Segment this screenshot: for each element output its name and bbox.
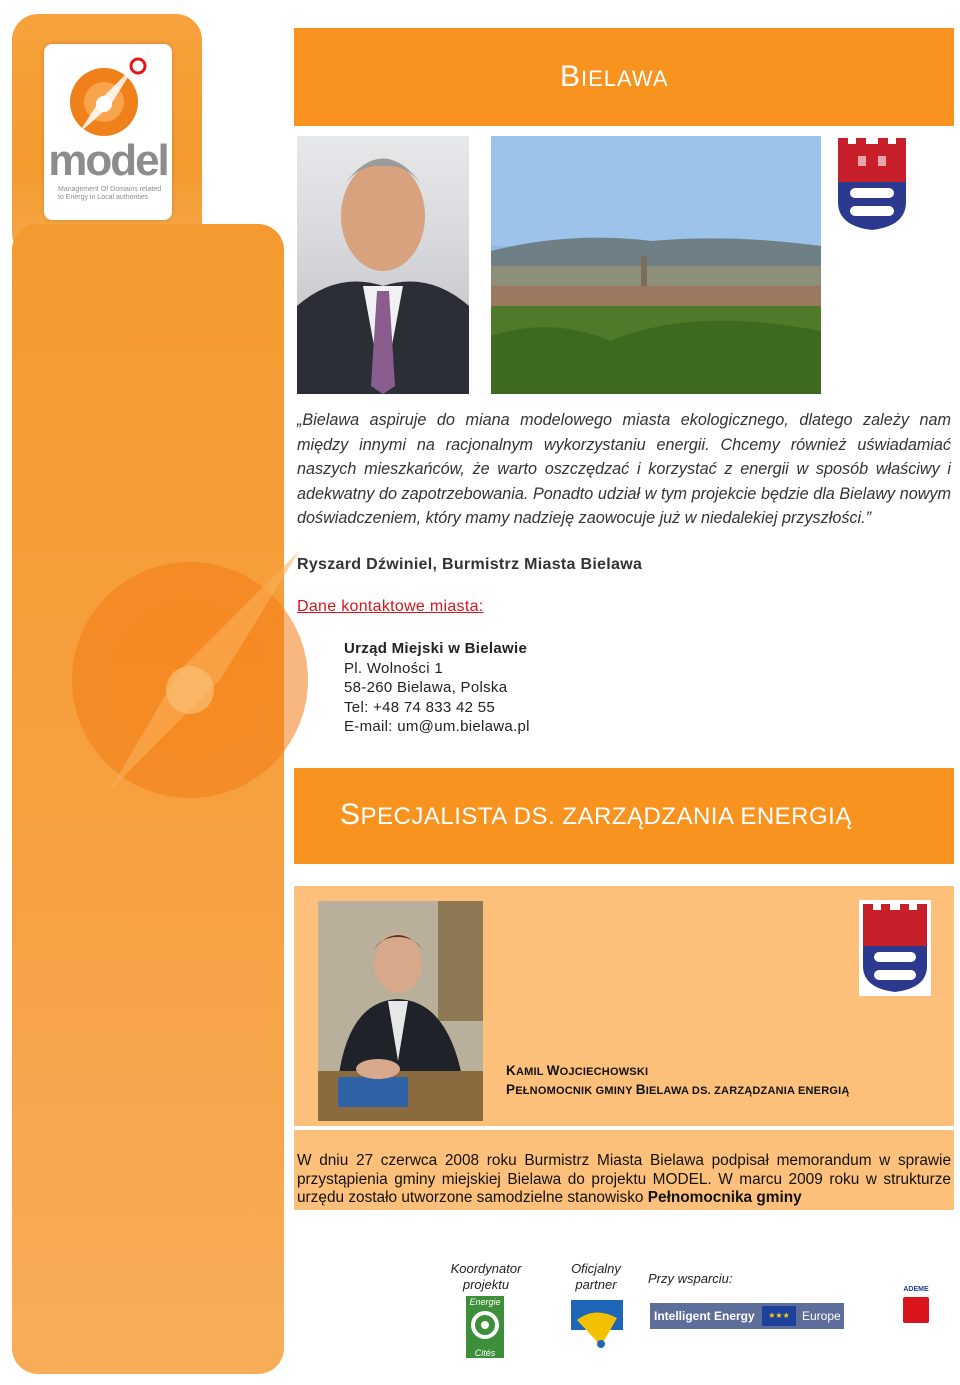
specialist-role: PEŁNOMOCNIK GMINY BIELAWA DS. ZARZĄDZANIA ENERGIĄ xyxy=(506,1082,850,1097)
official-partner-logo xyxy=(571,1300,623,1352)
logo-subtitle: Management Of Domains related to Energy in Local authorities xyxy=(58,186,162,201)
ademe-text: ADEME xyxy=(903,1286,929,1293)
coordinator-label: Koordynator projektu xyxy=(450,1261,522,1292)
compass-decoration-icon xyxy=(70,540,330,800)
bielawa-coat-of-arms-icon xyxy=(836,136,908,232)
mayor-photo xyxy=(297,136,469,394)
mayor-quote: „Bielawa aspiruje do miana modelowego miasta ekologicznego, dlatego zależy nam między innymi na racjonalnym wykorzystaniu energii. Chcemy również uświadamiać naszych mieszkańców, że warto oszczędzać i korzystać z energii w sposób właściwy i adekwatny do zapotrzebowania. Ponadto udział w tym projekcie będzie dla Bielawy nowym doświadczeniem, który mamy nadzieję zaowocuje już w niedalekiej przyszłości.” xyxy=(297,411,951,527)
contact-phone: Tel: +48 74 833 42 55 xyxy=(344,698,496,716)
specialist-photo xyxy=(318,901,483,1121)
model-compass-icon xyxy=(64,54,154,144)
quote-signature: Ryszard Dźwiniel, Burmistrz Miasta Bielawa xyxy=(297,556,643,573)
specialist-title: SPECJALISTA DS. ZARZĄDZANIA ENERGIĄ xyxy=(340,798,852,831)
energie-swirl-icon xyxy=(466,1308,504,1342)
contact-details xyxy=(344,639,530,737)
city-panorama-photo xyxy=(491,136,821,394)
bielawa-coat-of-arms-icon xyxy=(858,900,932,996)
contact-office: Urząd Miejski w Bielawie xyxy=(344,640,528,657)
support-label: Przy wsparciu: xyxy=(648,1271,733,1286)
intelligent-energy-europe-logo xyxy=(650,1303,844,1329)
page-title: BIELAWA xyxy=(560,60,669,93)
eu-flag-icon: ★★★ xyxy=(762,1306,796,1326)
ademe-mark-icon xyxy=(903,1297,929,1323)
partner-label: Oficjalny partner xyxy=(571,1261,621,1292)
specialist-name: KAMIL WOJCIECHOWSKI xyxy=(506,1063,649,1078)
contact-street: Pl. Wolności 1 xyxy=(344,659,443,677)
contact-email[interactable]: E-mail: um@um.bielawa.pl xyxy=(344,718,530,735)
ademe-logo xyxy=(899,1286,933,1330)
ie-europe-text: Europe xyxy=(802,1309,841,1323)
energie-logo-text-bottom: Cités xyxy=(474,1348,496,1358)
contact-city: 58-260 Bielawa, Polska xyxy=(344,679,508,696)
contact-heading: Dane kontaktowe miasta: xyxy=(297,598,484,615)
energie-logo-text-top: Energie xyxy=(469,1297,501,1307)
energie-cites-logo xyxy=(466,1296,504,1358)
ie-logo-text: Intelligent Energy xyxy=(654,1309,755,1323)
specialist-description: W dniu 27 czerwca 2008 roku Burmistrz Miasta Bielawa podpisał memorandum w sprawie przystąpienia gminy miejskiej Bielawa do projektu MODEL. W marcu 2009 roku w strukturze urzędu zostało utworzone samodzielne stanowisko Pełnomocnika gminy xyxy=(297,1152,951,1206)
logo-wordmark: model xyxy=(48,136,168,185)
